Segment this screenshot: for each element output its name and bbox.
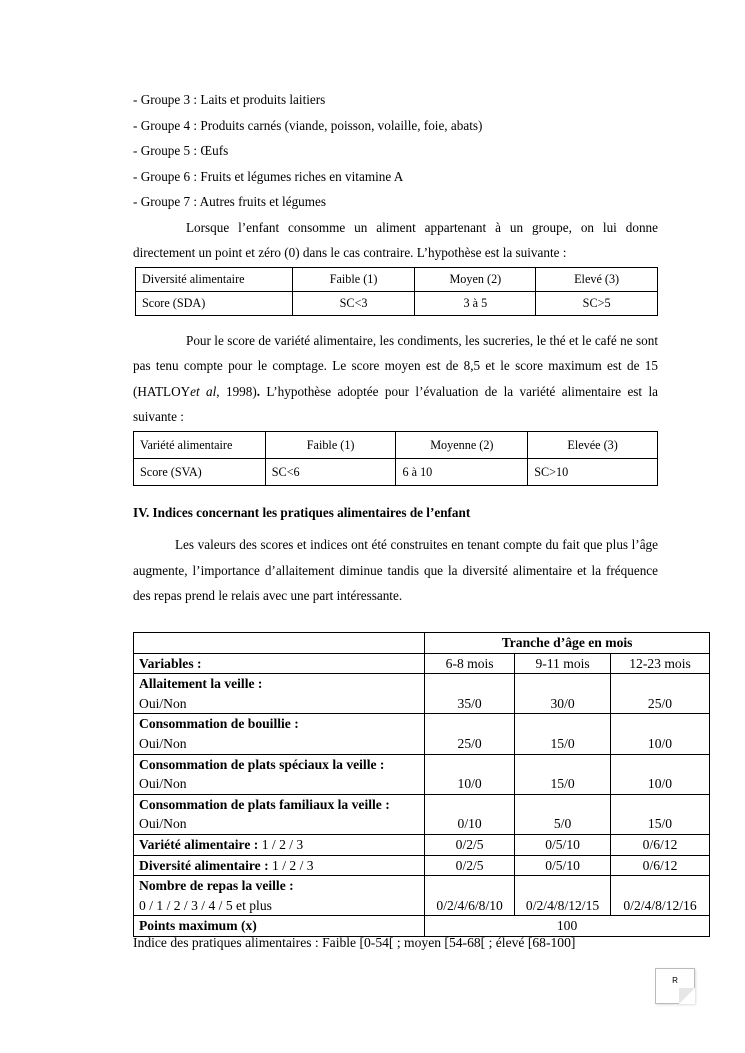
row-sublabel: Oui/Non [139, 735, 187, 751]
variables-header: Variables : [134, 653, 425, 674]
age-range-header: Tranche d’âge en mois [425, 633, 710, 654]
group-item: - Groupe 3 : Laits et produits laitiers [133, 92, 326, 107]
table-cell: 0/2/4/8/12/16 [611, 876, 710, 916]
table-cell: SC>10 [528, 459, 658, 486]
table-cell: Moyen (2) [415, 268, 536, 292]
table-row [134, 653, 710, 674]
index-footnote: Indice des pratiques alimentaires : Faible [0-54[ ; moyen [54-68[ ; élevé [68-100] [133, 935, 576, 950]
table-cell: 0/2/4/6/8/10 [425, 876, 515, 916]
table-cell: 10/0 [611, 754, 710, 794]
table-cell: 25/0 [611, 674, 710, 714]
table-cell: 0/2/4/8/12/15 [515, 876, 611, 916]
age-group-header: 9-11 mois [515, 653, 611, 674]
row-sublabel: Oui/Non [139, 816, 187, 832]
practices-table [133, 632, 710, 937]
table-cell: Elevé (3) [536, 268, 658, 292]
table-row [136, 292, 658, 316]
text-run: , 1998) [216, 383, 257, 399]
table-cell: 0/5/10 [515, 855, 611, 876]
table-row [134, 876, 710, 916]
table-cell: SC<6 [265, 459, 396, 486]
table-row [134, 459, 658, 486]
table-cell: 0/2/5 [425, 855, 515, 876]
row-sublabel: Oui/Non [139, 695, 187, 711]
table-cell: 0/10 [425, 794, 515, 834]
table-cell: SC<3 [292, 292, 415, 316]
table-row [134, 754, 710, 794]
table-cell: 10/0 [611, 714, 710, 754]
table-cell: 15/0 [515, 714, 611, 754]
text-run: Pour le score de variété alimentaire, les condiments, les sucreries, le thé et le café ne sont pas tenu compte pour le comptage. Le score moyen est de 8,5 et le score maximum est de 15 (HATLOY [133, 333, 658, 399]
table-cell: Moyenne (2) [396, 432, 528, 459]
table-cell: 15/0 [611, 794, 710, 834]
group-item: - Groupe 5 : Œufs [133, 143, 229, 158]
group-item: - Groupe 7 : Autres fruits et légumes [133, 194, 327, 209]
row-label: Consommation de plats familiaux la veille : [139, 796, 390, 812]
table-cell: Elevée (3) [528, 432, 658, 459]
page-number-box [655, 968, 695, 1004]
table-cell: Faible (1) [292, 268, 415, 292]
table-row [134, 834, 710, 855]
table-cell [134, 794, 425, 834]
table-cell: 0/6/12 [611, 834, 710, 855]
table-cell: 30/0 [515, 674, 611, 714]
group-item: - Groupe 6 : Fruits et légumes riches en vitamine A [133, 168, 404, 184]
max-points-value: 100 [425, 916, 710, 937]
table-row [134, 633, 710, 654]
table-cell: 25/0 [425, 714, 515, 754]
table-cell: 5/0 [515, 794, 611, 834]
table-cell [134, 714, 425, 754]
table-cell: 15/0 [515, 754, 611, 794]
variety-table [133, 431, 658, 486]
row-label: Variété alimentaire : [139, 836, 259, 852]
table-row [134, 432, 658, 459]
page-label: R [672, 976, 678, 985]
table-cell: Score (SDA) [136, 292, 293, 316]
table-cell: Faible (1) [265, 432, 396, 459]
paragraph-indices: Les valeurs des scores et indices ont été construites en tenant compte du fait que plus l’âge augmente, l’importance d’allaitement diminue tandis que la diversité alimentaire et la fréquence des repas prend le relais avec une part intéressante. [133, 537, 658, 603]
max-points-label: Points maximum (x) [134, 916, 425, 937]
table-cell: 0/6/12 [611, 855, 710, 876]
table-row [134, 916, 710, 937]
table-cell: 0/5/10 [515, 834, 611, 855]
table-row [136, 268, 658, 292]
table-cell: SC>5 [536, 292, 658, 316]
table-cell: Variété alimentaire [134, 432, 266, 459]
table-cell [134, 633, 425, 654]
row-sublabel: Oui/Non [139, 776, 187, 792]
age-group-header: 12-23 mois [611, 653, 710, 674]
bold-period: . [256, 383, 261, 399]
row-label: Nombre de repas la veille : [139, 878, 294, 894]
table-cell [134, 855, 425, 876]
page-content [133, 87, 658, 608]
row-label: Consommation de bouillie : [139, 716, 299, 732]
table-cell: Diversité alimentaire [136, 268, 293, 292]
row-label: Consommation de plats spéciaux la veille : [139, 756, 385, 772]
table-cell: 3 à 5 [415, 292, 536, 316]
row-scale: 1 / 2 / 3 [258, 836, 304, 852]
table-row [134, 855, 710, 876]
row-label: Allaitement la veille : [139, 676, 263, 692]
table-row [134, 714, 710, 754]
table-cell: 10/0 [425, 754, 515, 794]
row-scale: 1 / 2 / 3 [268, 857, 314, 873]
table-cell [134, 876, 425, 916]
age-group-header: 6-8 mois [425, 653, 515, 674]
diversity-table [135, 267, 658, 316]
paragraph-scoring: Lorsque l’enfant consomme un aliment appartenant à un groupe, on lui donne directement un point et zéro (0) dans le cas contraire. L’hypothèse est la suivante : [133, 219, 658, 260]
paragraph-variety [133, 328, 658, 429]
text-run: L’hypothèse adoptée pour l’évaluation de la variété alimentaire est la suivante : [133, 383, 658, 424]
table-cell [134, 754, 425, 794]
row-label: Diversité alimentaire : [139, 857, 269, 873]
row-sublabel: 0 / 1 / 2 / 3 / 4 / 5 et plus [139, 897, 272, 913]
folded-corner-icon [679, 988, 695, 1004]
table-cell [134, 834, 425, 855]
italic-citation: et al [190, 383, 217, 399]
table-row [134, 794, 710, 834]
table-cell: 0/2/5 [425, 834, 515, 855]
table-cell: 35/0 [425, 674, 515, 714]
table-row [134, 674, 710, 714]
table-cell [134, 674, 425, 714]
table-cell: 6 à 10 [396, 459, 528, 486]
group-item: - Groupe 4 : Produits carnés (viande, poisson, volaille, foie, abats) [133, 117, 483, 133]
table-cell: Score (SVA) [134, 459, 266, 486]
section-heading: IV. Indices concernant les pratiques alimentaires de l’enfant [133, 505, 471, 521]
